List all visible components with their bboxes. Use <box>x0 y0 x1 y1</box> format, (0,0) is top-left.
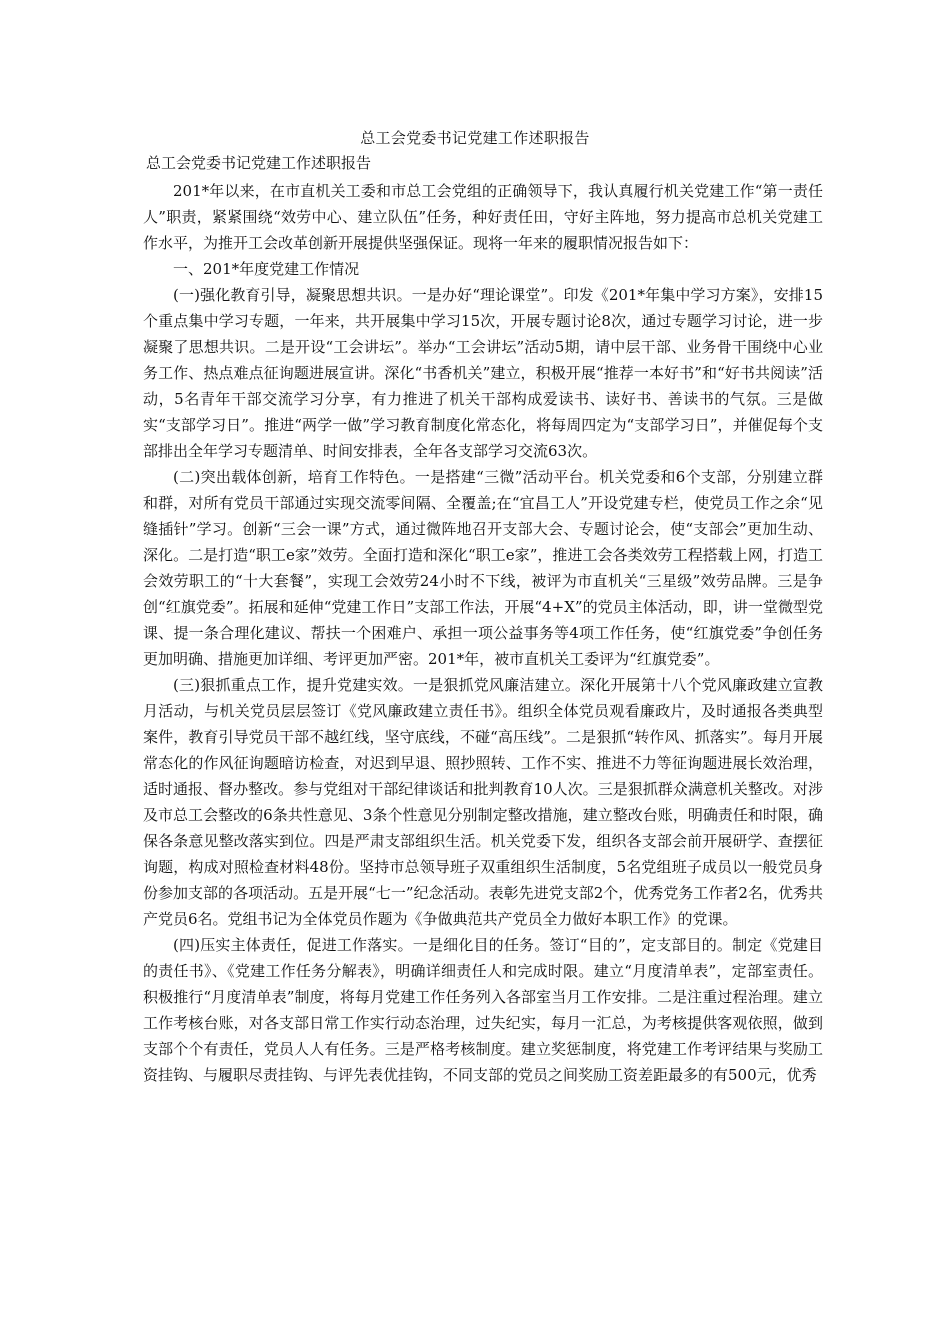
paragraph-education: (一)强化教育引导，凝聚思想共识。一是办好“理论课堂”。印发《201*年集中学习方案》，安排15个重点集中学习专题，一年来，共开展集中学习15次，开展专题讨论8次，通过专题学习讨论，进一步凝聚了思想共识。二是开设“工会讲坛”。举办“工会讲坛”活动5期，请中层干部、业务骨干围绕中心业务工作、热点难点征询题进展宣讲。深化“书香机关”建立，积极开展“推荐一本好书”和“好书共阅读”活动，5名青年干部交流学习分享，有力推进了机关干部构成爱读书、读好书、善读书的气氛。三是做实“支部学习日”。推进“两学一做”学习教育制度化常态化，将每周四定为“支部学习日”，并催促每个支部排出全年学习专题清单、时间安排表，全年各支部学习交流63次。 <box>143 286 823 460</box>
paragraph-innovation: (二)突出载体创新，培育工作特色。一是搭建“三微”活动平台。机关党委和6个支部，分别建立群和群，对所有党员干部通过实现交流零间隔、全覆盖;在“宜昌工人”开设党建专栏，使党员工作之余“见缝插针”学习。创新“三会一课”方式，通过微阵地召开支部大会、专题讨论会，使“支部会”更加生动、深化。二是打造“职工e家”效劳。全面打造和深化“职工e家”，推进工会各类效劳工程搭载上网，打造工会效劳职工的“十大套餐”，实现工会效劳24小时不下线，被评为市直机关“三星级”效劳品牌。三是争创“红旗党委”。拓展和延伸“党建工作日”支部工作法，开展“4+X”的党员主体活动，即，讲一堂微型党课、提一条合理化建议、帮扶一个困难户、承担一项公益事务等4项工作任务，使“红旗党委”争创任务更加明确、措施更加详细、考评更加严密。201*年，被市直机关工委评为“红旗党委”。 <box>143 468 823 668</box>
document-title: 总工会党委书记党建工作述职报告 <box>360 129 590 147</box>
paragraph-intro: 201*年以来，在市直机关工委和市总工会党组的正确领导下，我认真履行机关党建工作“第一责任人”职责，紧紧围绕“效劳中心、建立队伍”任务，种好责任田，守好主阵地，努力提高市总机关党建工作水平，为推开工会改革创新开展提供坚强保证。现将一年来的履职情况报告如下： <box>143 182 823 252</box>
document-body <box>143 178 823 1088</box>
section-heading: 一、201*年度党建工作情况 <box>173 260 360 278</box>
document-subtitle: 总工会党委书记党建工作述职报告 <box>146 154 372 172</box>
paragraph-key-work: (三)狠抓重点工作，提升党建实效。一是狠抓党风廉洁建立。深化开展第十八个党风廉政建立宣教月活动，与机关党员层层签订《党风廉政建立责任书》。组织全体党员观看廉政片，及时通报各类典型案件，教育引导党员干部不越红线，坚守底线，不碰“高压线”。二是狠抓“转作风、抓落实”。每月开展常态化的作风征询题暗访检查，对迟到早退、照抄照转、工作不实、推进不力等征询题进展长效治理，适时通报、督办整改。参与党组对干部纪律谈话和批判教育10人次。三是狠抓群众满意机关整改。对涉及市总工会整改的6条共性意见、3条个性意见分别制定整改措施，建立整改台账，明确责任和时限，确保各条意见整改落实到位。四是严肃支部组织生活。机关党委下发，组织各支部会前开展研学、查摆征询题，构成对照检查材料48份。坚持市总领导班子双重组织生活制度，5名党组班子成员以一般党员身份参加支部的各项活动。五是开展“七一”纪念活动。表彰先进党支部2个，优秀党务工作者2名，优秀共产党员6名。党组书记为全体党员作题为《争做典范共产党员全力做好本职工作》的党课。 <box>143 676 823 928</box>
paragraph-responsibility: (四)压实主体责任，促进工作落实。一是细化目的任务。签订“目的”，定支部目的。制定《党建目的责任书》、《党建工作任务分解表》，明确详细责任人和完成时限。建立“月度清单表”，定部室责任。积极推行“月度清单表”制度，将每月党建工作任务列入各部室当月工作安排。二是注重过程治理。建立工作考核台账，对各支部日常工作实行动态治理，过失纪实，每月一汇总，为考核提供客观依照，做到支部个个有责任，党员人人有任务。三是严格考核制度。建立奖惩制度，将党建工作考评结果与奖励工资挂钩、与履职尽责挂钩、与评先表优挂钩，不同支部的党员之间奖励工资差距最多的有500元，优秀 <box>143 936 823 1084</box>
